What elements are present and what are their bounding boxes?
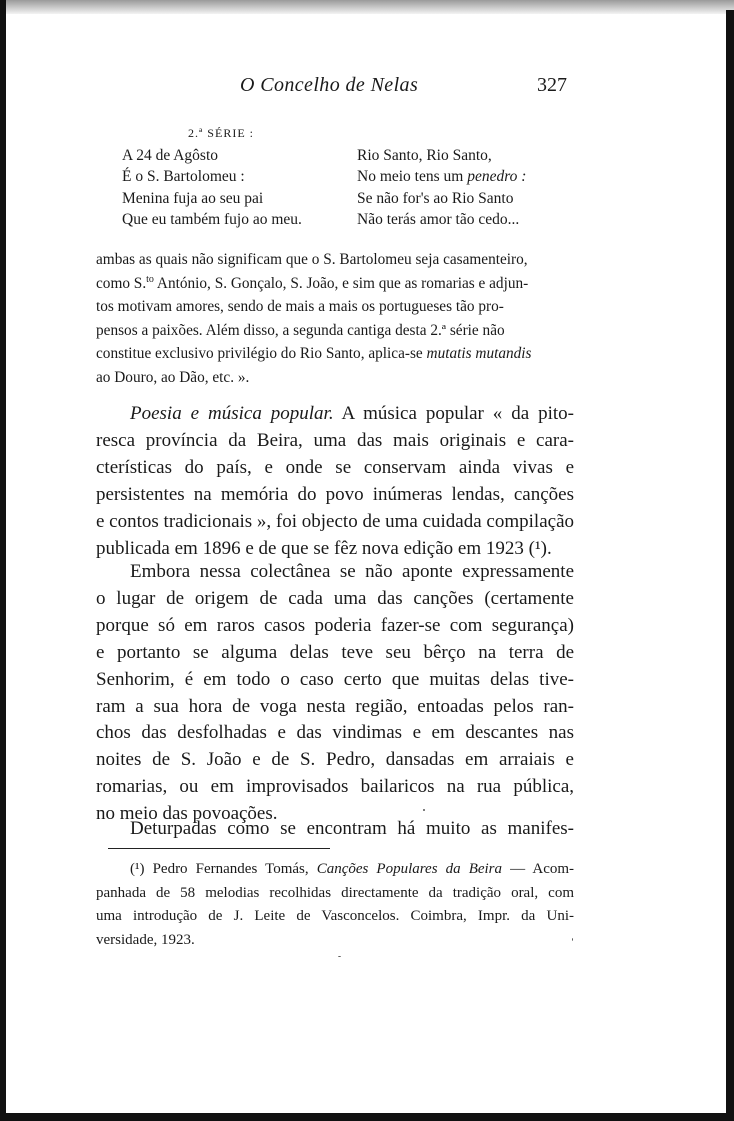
poem-right-stanza [357,145,526,230]
paragraph2-line-9: romarias, ou em improvisados bailaricos na rua pública, [96,776,574,798]
poem-left-line-3: Menina fuja ao seu pai [122,189,264,207]
commentary-line-6: ao Douro, ao Dão, etc. ». [96,368,250,386]
footnote-line-3: uma introdução de J. Leite de Vasconcelos. Coimbra, Impr. da Uni- [96,908,574,924]
paragraph2-line-6: ram a sua hora de voga nesta região, entoadas pelos ran- [96,695,574,717]
commentary-line-5 [96,342,570,366]
paragraph2-line-8: noites de S. João e de S. Pedro, dansadas em arraiais e [96,749,574,771]
poem-left-line-1: A 24 de Agôsto [122,147,219,164]
footnote-line-1-a: (¹) Pedro Fernandes Tomás, [130,861,317,877]
poem-right-line-1: Rio Santo, Rio Santo, [357,147,492,164]
commentary-line-5-italic: mutatis mutandis [426,345,532,363]
scan-top-edge [0,0,734,14]
paragraph1-line-1 [96,401,574,428]
commentary-line-2 [96,272,570,296]
paragraph2-line-7: chos das desfolhadas e das vindimas e em descantes nas [96,722,574,744]
paragraph1-line-6: publicada em 1896 e de que se fêz nova edição em 1923 (¹). [96,537,552,559]
paragraph2-line-2: o lugar de origem de cada uma das canções (certamente [96,587,574,609]
footnote-line-4: versidade, 1923. [96,931,195,948]
paragraph-embora [96,559,574,828]
commentary-line-3: tos motivam amores, sendo de mais a mais os portugueses tão pro- [96,298,504,316]
poem-left-line-4: Que eu também fujo ao meu. [122,210,302,228]
footnote-line-2: panhada de 58 melodias recolhidas directamente da tradição oral, com [96,884,574,901]
paragraph1-line-2: resca província da Beira, uma das mais originais e cara- [96,429,574,451]
commentary-paragraph [96,248,570,390]
footnote-book-title: Canções Populares da Beira [316,861,503,877]
paragraph1-line-5: e contos tradicionais », foi objecto de uma cuidada compilação [96,510,574,532]
poem-right-line-3: Se não for's ao Rio Santo [357,189,514,207]
footnote-line-1-c: — Acom- [502,861,575,877]
paragraph3-line-1: Deturpadas como se encontram há muito as manifes- [130,818,574,839]
commentary-line-2-a: como S. [96,274,147,292]
paragraph-poesia-musica [96,401,574,562]
poem-right-line-2-italic: penedro : [467,168,527,186]
poem-right-line-2-text: No meio tens um [357,168,468,186]
paragraph2-line-10: no meio das povoações. [96,803,278,825]
poem-right-line-2 [357,166,526,187]
serie-label: 2.ª SÉRIE : [188,126,254,140]
scan-speck [338,956,341,957]
footnote-divider [108,848,330,849]
running-title: O Concelho de Nelas [240,74,419,96]
poem-right-line-4: Não terás amor tão cedo... [357,210,520,228]
paragraph2-line-1: Embora nessa colectânea se não aponte expressamente [130,561,574,582]
poem-left-stanza [122,145,302,230]
page-number: 327 [537,74,567,96]
paragraph1-line-3: cterísticas do país, e onde se conservam ainda vivas e [96,456,574,478]
commentary-line-1: ambas as quais não significam que o S. Bartolomeu seja casamenteiro, [96,251,528,268]
scan-right-border [726,10,734,1121]
commentary-line-2-c: António, S. Gonçalo, S. João, e sim que as romarias e adjun- [153,274,529,292]
footnote-line-1 [96,858,574,882]
paragraph2-line-5: Senhorim, é em todo o caso certo que muitas delas tive- [96,668,574,690]
section-heading: Poesia e música popular. [130,403,334,424]
paragraph-deturpadas [96,816,574,843]
paragraph1-line-1-text: A música popular « da pito- [333,403,574,424]
commentary-line-5-a: constitue exclusivo privilégio do Rio Santo, aplica-se [96,345,427,363]
commentary-line-4: pensos a paixões. Além disso, a segunda cantiga desta 2.ª série não [96,321,505,339]
footnote [96,858,574,952]
commentary-line-2-sup: to [146,273,154,285]
paragraph2-line-3: porque só em raros casos poderia fazer-se com segurança) [96,614,574,636]
scan-bottom-border [0,1113,734,1121]
scan-speck [423,809,425,811]
poem-left-line-2: É o S. Bartolomeu : [122,168,245,186]
paragraph2-line-4: e portanto se alguma delas teve seu bêrço na terra de [96,641,574,663]
paragraph1-line-4: persistentes na memória do povo inúmeras lendas, canções [96,483,574,505]
scan-speck [572,938,573,941]
